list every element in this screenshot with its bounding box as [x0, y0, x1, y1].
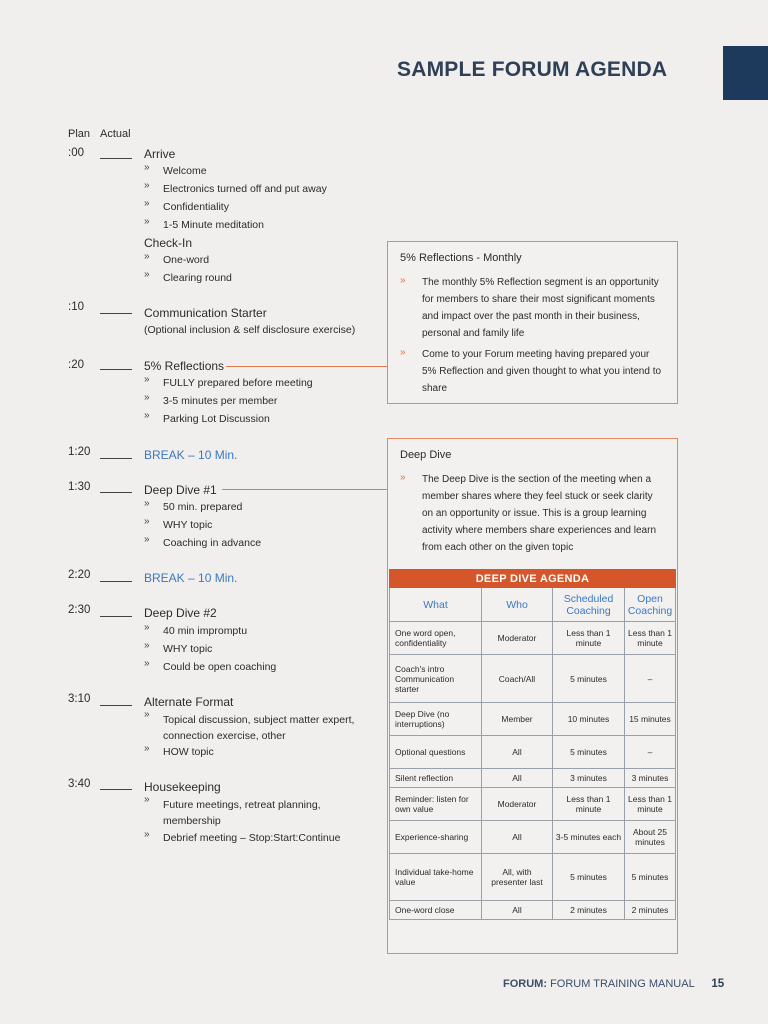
agenda-item-title: Arrive — [144, 147, 176, 161]
agenda-item-note: (Optional inclusion & self disclosure exercise) — [144, 324, 356, 336]
footer-brand: FORUM: — [503, 978, 547, 990]
page-title: SAMPLE FORUM AGENDA — [397, 58, 668, 81]
agenda-time: 2:20 — [68, 569, 91, 581]
table-row — [390, 788, 676, 821]
table-cell: – — [625, 655, 676, 703]
callout-bullet: » The monthly 5% Reflection segment is an opportunity for members to share their most significant moments and impact over the past month in their business, personal and family life — [400, 275, 659, 339]
page-number: 15 — [711, 978, 725, 990]
table-cell: – — [625, 736, 676, 769]
table-cell: 5 minutes — [625, 854, 676, 901]
table-cell: Less than 1 minute — [625, 622, 676, 655]
connector-line — [222, 489, 388, 490]
callout-title: Deep Dive — [400, 449, 452, 461]
connector-line — [226, 366, 388, 367]
table-row — [390, 655, 676, 703]
actual-header: Actual — [100, 128, 131, 140]
table-cell: About 25 minutes — [625, 821, 676, 854]
actual-blank — [100, 158, 132, 159]
table-cell: Deep Dive (no interruptions) — [390, 703, 482, 736]
table-row — [390, 769, 676, 788]
actual-blank — [100, 458, 132, 459]
agenda-column: Plan Actual :00 Arrive » Welcome » Electronics turned off and put away » Confidentiality » 1-5 Minute meditation Check-In » One-word » Clearing round :10 Communication Starter (Optional inclusion & self disclosure exercise) :20 5% Reflections » FULLY prepared before meeting » 3-5 minutes per member » Parking Lot Discussion 1:20 BREAK – 10 Min. 1:30 Deep Dive #1 » 50 min. prepared » WHY topic » Coaching in advance 2:20 BREAK – 10 Min. 2:30 Deep Dive #2 » 40 min impromptu » WHY topic » Could be open coaching 3:10 Alternate Format » Topical discussion, subject matter expert, connection exercise, other » HOW topic 3:40 Housekeeping » Future meetings, retreat planning, membership » Debrief meeting – Stop:Start:Continue — [68, 128, 356, 844]
table-cell: 5 minutes — [553, 854, 625, 901]
break-title: BREAK – 10 Min. — [144, 571, 238, 585]
table-cell: 15 minutes — [625, 703, 676, 736]
table-cell: 2 minutes — [625, 901, 676, 920]
table-row — [390, 622, 676, 655]
table-cell: 3 minutes — [625, 769, 676, 788]
break-title: BREAK – 10 Min. — [144, 448, 238, 462]
agenda-time: :10 — [68, 301, 84, 313]
table-row — [390, 703, 676, 736]
column-header-open: Open Coaching — [625, 588, 676, 622]
agenda-time: :20 — [68, 359, 84, 371]
agenda-item-title: Deep Dive #1 — [144, 483, 217, 497]
actual-blank — [100, 492, 132, 493]
table-cell: All — [482, 901, 553, 920]
agenda-item-title: Housekeeping — [144, 780, 221, 794]
table-cell: Individual take-home value — [390, 854, 482, 901]
agenda-item-title: Communication Starter — [144, 306, 267, 320]
table-cell: Moderator — [482, 622, 553, 655]
actual-blank — [100, 616, 132, 617]
table-cell: Moderator — [482, 788, 553, 821]
agenda-item-title: Deep Dive #2 — [144, 606, 217, 620]
table-cell: All — [482, 769, 553, 788]
table-cell: 2 minutes — [553, 901, 625, 920]
actual-blank — [100, 789, 132, 790]
actual-blank — [100, 313, 132, 314]
column-header-scheduled: Scheduled Coaching — [553, 588, 625, 622]
table-cell: One-word close — [390, 901, 482, 920]
table-cell: Less than 1 minute — [553, 788, 625, 821]
actual-blank — [100, 369, 132, 370]
corner-accent-block — [723, 46, 768, 100]
deep-dive-agenda-table — [389, 569, 676, 920]
agenda-time: 2:30 — [68, 604, 91, 616]
callout-bullet: » The Deep Dive is the section of the meeting when a member shares where they feel stuck or seek clarity on an opportunity or issue. This is a group learning activity where members share experiences and learn from each other on the given topic — [400, 472, 656, 553]
table-cell: Coach's intro Communication starter — [390, 655, 482, 703]
table-cell: Member — [482, 703, 553, 736]
table-cell: Reminder: listen for own value — [390, 788, 482, 821]
agenda-item-title: 5% Reflections — [144, 359, 225, 373]
agenda-time: :00 — [68, 147, 84, 159]
agenda-item-title: Check-In — [144, 236, 193, 250]
column-header-what: What — [390, 588, 482, 622]
reflections-callout — [387, 241, 678, 404]
agenda-item-title: Alternate Format — [144, 695, 234, 709]
table-row — [390, 821, 676, 854]
table-cell: Optional questions — [390, 736, 482, 769]
table-title: DEEP DIVE AGENDA — [390, 570, 676, 588]
table-row — [390, 901, 676, 920]
actual-blank — [100, 705, 132, 706]
plan-header: Plan — [68, 128, 91, 140]
page-footer — [503, 978, 724, 990]
table-cell: All — [482, 821, 553, 854]
table-cell: 5 minutes — [553, 736, 625, 769]
table-cell: Experience-sharing — [390, 821, 482, 854]
agenda-time: 1:30 — [68, 481, 91, 493]
table-cell: One word open, confidentiality — [390, 622, 482, 655]
table-cell: Coach/All — [482, 655, 553, 703]
column-header-who: Who — [482, 588, 553, 622]
table-cell: 3 minutes — [553, 769, 625, 788]
table-cell: Less than 1 minute — [625, 788, 676, 821]
table-cell: 5 minutes — [553, 655, 625, 703]
agenda-time: 1:20 — [68, 446, 91, 458]
callout-title: 5% Reflections - Monthly — [400, 252, 522, 264]
callout-bullet: » Come to your Forum meeting having prepared your 5% Reflection and given thought to what you intend to share — [400, 347, 662, 394]
table-cell: All — [482, 736, 553, 769]
table-row — [390, 736, 676, 769]
table-row — [390, 854, 676, 901]
table-cell: Silent reflection — [390, 769, 482, 788]
agenda-time: 3:10 — [68, 693, 91, 705]
table-cell: All, with presenter last — [482, 854, 553, 901]
table-cell: 10 minutes — [553, 703, 625, 736]
agenda-time: 3:40 — [68, 778, 91, 790]
table-cell: 3-5 minutes each — [553, 821, 625, 854]
actual-blank — [100, 581, 132, 582]
table-cell: Less than 1 minute — [553, 622, 625, 655]
footer-text: FORUM TRAINING MANUAL — [550, 978, 695, 990]
